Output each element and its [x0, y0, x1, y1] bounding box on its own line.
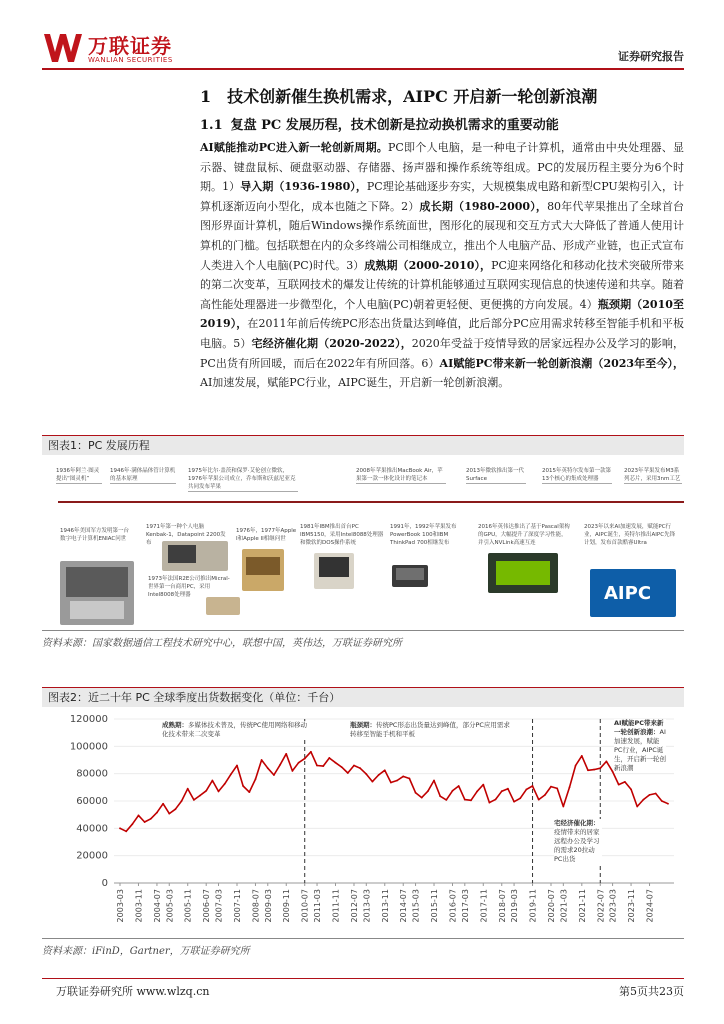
shipments-data-point — [532, 785, 534, 787]
shipments-data-point — [655, 793, 657, 795]
bottleneck-period-annotation-label: 瓶颈期： — [350, 721, 376, 729]
shipments-data-point — [273, 774, 275, 776]
mature-period-annotation-description: 多媒体技术普及，传统PC使用网络和移动化技术带来二次变革 — [162, 721, 307, 738]
shipments-data-point — [267, 767, 269, 769]
text-segment: 2020年受益于疫情导致的居家远程办公及学习的影响，PC出货有所回暖，而后在2022年有所回落。6） — [200, 336, 684, 370]
powerbook-photo — [392, 565, 428, 587]
x-tick-label: 2005-03 — [165, 889, 175, 923]
shipments-data-point — [458, 785, 460, 787]
shipments-data-point — [593, 769, 595, 771]
text-segment: PC理论基础逐步夯实，大规模集成电路和新型CPU架构引入，计算机逐渐迈向小型化，成本也随之下降。2） — [200, 180, 684, 213]
x-tick-label: 2010-07 — [300, 889, 310, 923]
shipments-data-point — [544, 794, 546, 796]
shipments-data-point — [587, 769, 589, 771]
shipments-data-point — [556, 788, 558, 790]
timeline-note: 2013年微软推出第一代Surface — [466, 468, 524, 482]
figure1-source: 资料来源：国家数据通信工程技术研究中心，联想中国，英伟达，万联证券研究所 — [42, 638, 402, 649]
shipments-data-point — [661, 800, 663, 802]
x-tick-label: 2015-11 — [430, 889, 440, 923]
shipments-data-point — [341, 766, 343, 768]
text-segment: 在2011年前后传统PC形态出货量达到峰值，此后部分PC应用需求转移至智能手机和平板电脑。5） — [200, 317, 684, 350]
shipments-data-point — [131, 823, 133, 825]
body-paragraph — [200, 138, 684, 393]
footer-site: 万联证券研究所 www.wlzq.cn — [56, 985, 210, 998]
shipments-data-point — [562, 806, 564, 808]
shipments-data-point — [525, 788, 527, 790]
timeline-note: 1976年，1977年Apple I和Apple II相继问世 — [236, 528, 297, 542]
x-tick-label: 2015-03 — [411, 889, 421, 923]
shipments-data-point — [501, 790, 503, 792]
x-tick-label: 2023-03 — [608, 889, 618, 923]
shipments-data-point — [507, 788, 509, 790]
footer-divider — [42, 978, 684, 979]
y-tick-label: 40000 — [76, 823, 108, 835]
ai-period-annotation — [614, 719, 666, 772]
shipments-data-point — [125, 830, 127, 832]
shipments-data-point — [433, 780, 435, 782]
shipments-data-point — [328, 757, 330, 759]
timeline-note: 1973年法国R2E公司推出Micral-世界第一台商用PC，采用Intel8008处理器 — [148, 576, 230, 598]
phase-label: 导入期（1936-1980）， — [240, 180, 367, 194]
timeline-note: 1946年·满体晶体管计算机的基本原理 — [110, 468, 176, 482]
stay-home-period-annotation-text — [554, 819, 602, 864]
shipments-data-point — [618, 784, 620, 786]
shipments-data-point — [427, 790, 429, 792]
shipments-data-point — [242, 785, 244, 787]
shipments-data-point — [378, 774, 380, 776]
shipments-data-point — [365, 773, 367, 775]
shipments-data-point — [402, 776, 404, 778]
wanlian-logo-icon — [42, 32, 84, 64]
timeline-note: 1946年美国军方发明第一台数字电子计算机ENIAC问世 — [60, 528, 129, 542]
shipments-data-point — [150, 818, 152, 820]
phase-label: 成长期（1980-2000）， — [419, 199, 548, 213]
apple-photo — [242, 549, 284, 591]
shipments-data-point — [439, 795, 441, 797]
shipments-data-point — [489, 802, 491, 804]
aipc-brand-label: AIPC — [604, 583, 652, 604]
phase-label: 宅经济催化期（2020-2022）， — [251, 336, 412, 350]
bottleneck-period-annotation-text — [350, 721, 510, 739]
x-tick-label: 2017-11 — [479, 889, 489, 923]
x-tick-label: 2004-07 — [152, 889, 162, 923]
shipments-data-point — [470, 799, 472, 801]
shipments-data-point — [482, 784, 484, 786]
shipments-data-point — [255, 778, 257, 780]
page-header — [42, 26, 684, 70]
phase-label: 成熟期（2000-2010）， — [364, 258, 492, 272]
shipments-data-point — [372, 781, 374, 783]
x-tick-label: 2019-11 — [528, 889, 538, 923]
shipments-data-point — [316, 765, 318, 767]
shipments-data-point — [476, 791, 478, 793]
timeline-note: 1975年比尔·盖茨和保罗·艾伦创立微软，1976年苹果公司成立，乔布斯和沃兹尼亚克共同发布苹果 — [188, 467, 298, 492]
x-tick-label: 2022-07 — [596, 889, 606, 923]
y-tick-label: 80000 — [76, 768, 108, 780]
x-tick-label: 2009-11 — [282, 889, 292, 923]
timeline-note: 1991年，1992年苹果发布PowerBook 100和IBM ThinkPad 700相继发布 — [390, 524, 457, 546]
ibm5150-photo — [314, 553, 354, 589]
mature-period-annotation-label: 成熟期： — [162, 721, 188, 729]
shipments-data-point — [279, 764, 281, 766]
y-tick-label: 60000 — [76, 796, 108, 807]
x-tick-label: 2013-11 — [380, 889, 390, 923]
datapoint-photo — [162, 541, 228, 571]
text-segment: AI加速发展，赋能PC行业，AIPC诞生，开启新一轮创新浪潮。 — [200, 376, 510, 390]
shipments-data-point — [187, 788, 189, 790]
shipments-data-point — [636, 806, 638, 808]
lead-sentence: AI赋能推动PC进入新一轮创新周期。 — [200, 141, 389, 154]
timeline-note: 2023年苹果发布M3系列芯片，采用3nm工艺 — [624, 468, 681, 482]
pc-shipments-line-chart — [42, 707, 684, 939]
x-tick-label: 2008-07 — [251, 889, 261, 923]
shipments-data-point — [581, 755, 583, 757]
shipments-data-point — [218, 791, 220, 793]
x-tick-label: 2006-07 — [202, 889, 212, 923]
x-tick-label: 2003-03 — [116, 889, 125, 923]
text-segment: PC迎来网络化和移动化技术突破所带来的第二次变革，互联网技术的爆发让传统的计算机能够通过互联网实现信息的快速传递和共享。随着高性能处理器进一步微型化，个人电脑(PC)朝着更轻便、更便携的方向发展。4） — [200, 258, 684, 311]
timeline-note: 2023年以来AI加速发展，赋能PC行业，AIPC诞生，英特尔推出AIPC先锋计划，发布首款酷睿Ultra — [584, 524, 676, 546]
bottleneck-period-annotation-description: 传统PC形态出货量达到峰值，部分PC应用需求转移至智能手机和平板 — [350, 721, 510, 738]
shipments-data-point — [630, 788, 632, 790]
section-number: 1 — [200, 87, 212, 106]
x-tick-label: 2011-03 — [313, 889, 323, 923]
pc-history-timeline — [42, 457, 684, 629]
x-tick-label: 2005-11 — [183, 889, 193, 923]
shipments-data-point — [538, 799, 540, 801]
shipments-data-point — [396, 780, 398, 782]
x-tick-label: 2007-11 — [232, 889, 242, 923]
shipments-data-point — [649, 794, 651, 796]
y-tick-label: 120000 — [69, 714, 108, 725]
ai-period-annotation-description: AI加速发展，赋能PC行业，AIPC诞生，开启新一轮创新浪潮 — [614, 728, 666, 772]
x-tick-label: 2011-11 — [331, 889, 341, 923]
shipments-data-point — [199, 795, 201, 797]
shipments-data-point — [230, 773, 232, 775]
shipments-data-point — [415, 792, 417, 794]
mature-period-annotation-text — [162, 721, 310, 739]
page-number: 第5页共23页 — [619, 985, 684, 998]
shipments-data-point — [575, 765, 577, 767]
stay-home-period-annotation-label: 宅经济催化期： — [554, 819, 600, 827]
shipments-data-point — [211, 780, 213, 782]
subsection-number: 1.1 — [200, 118, 223, 133]
phase-label: 瓶颈期（2010至2019）， — [200, 297, 684, 331]
shipments-data-point — [144, 821, 146, 823]
shipments-data-point — [667, 803, 669, 805]
x-tick-label: 2018-07 — [497, 889, 507, 923]
timeline-note: 1981年IBM推出首台PC IBM5150，采用Intel8088处理器和微软的DOS操作系统 — [300, 524, 384, 546]
shipments-data-point — [464, 799, 466, 801]
shipments-data-point — [224, 783, 226, 785]
stay-home-period-annotation-description: 疫情带来的居家远程办公及学习的需求20拉动PC出货 — [554, 828, 600, 863]
aipc-event-photo — [590, 569, 676, 617]
timeline-note: 1971年第一种个人电脑Kenbak-1，Datapoint 2200发布 — [146, 524, 226, 546]
mature-period-annotation — [162, 721, 310, 761]
shipments-data-point — [642, 799, 644, 801]
x-tick-label: 2009-03 — [263, 889, 273, 923]
x-tick-label: 2020-07 — [547, 889, 557, 923]
shipments-data-point — [421, 797, 423, 799]
text-segment: 80年代苹果推出了全球首台图形界面计算机，随后Windows操作系统面世，图形化的展现和交互方式大大降低了普通人使用计算机的门槛。包括联想在内的众多终端公司相继成立，推出个人电脑产品、形成产业链，也正式宣布人类进入个人电脑(PC)时代。3） — [200, 199, 684, 272]
header-divider — [42, 68, 684, 70]
shipments-data-point — [205, 790, 207, 792]
phase-label: AI赋能PC带来新一轮创新浪潮（2023年至今）， — [439, 356, 685, 370]
x-tick-label: 2014-07 — [399, 889, 409, 923]
x-tick-label: 2003-11 — [134, 889, 144, 923]
ai-period-annotation-label: AI赋能PC带来新一轮创新浪潮： — [614, 719, 664, 736]
micral-photo — [206, 597, 240, 615]
section-title: 技术创新催生换机需求，AIPC 开启新一轮创新浪潮 — [227, 87, 598, 106]
shipments-data-point — [310, 751, 312, 753]
shipments-data-point — [519, 797, 521, 799]
section-heading — [200, 84, 597, 107]
shipments-data-point — [445, 799, 447, 801]
shipments-data-point — [156, 812, 158, 814]
timeline-note: 1936年阿兰·图灵提出“图灵机” — [56, 467, 102, 484]
shipments-data-point — [181, 800, 183, 802]
shipments-data-point — [298, 762, 300, 764]
x-tick-label: 2021-03 — [559, 889, 569, 923]
shipments-data-point — [335, 762, 337, 764]
text-segment: PC即个人电脑，是一种电子计算机，通常由中央处理器、显示器、键盘鼠标、硬盘驱动器、存储器、扬声器和操作系统等组成。PC的发展历程主要分为6个时期。1） — [200, 141, 684, 194]
shipments-data-point — [162, 803, 164, 805]
shipments-data-point — [599, 767, 601, 769]
shipments-data-point — [168, 813, 170, 815]
shipments-data-point — [236, 765, 238, 767]
shipments-data-point — [606, 760, 608, 762]
timeline-axis — [58, 501, 684, 503]
shipments-data-point — [353, 765, 355, 767]
x-tick-label: 2019-03 — [510, 889, 520, 923]
shipments-data-point — [569, 786, 571, 788]
shipments-data-point — [408, 778, 410, 780]
figure1-title: 图表1：PC 发展历程 — [42, 435, 684, 455]
source-divider — [42, 938, 684, 939]
stay-home-period-annotation — [554, 819, 602, 863]
shipments-data-point — [292, 770, 294, 772]
subsection-heading — [200, 114, 559, 133]
shipments-data-point — [495, 798, 497, 800]
y-tick-label: 0 — [101, 878, 108, 889]
subsection-title: 复盘 PC 发展历程，技术创新是拉动换机需求的重要动能 — [230, 118, 559, 133]
source-divider — [42, 630, 684, 631]
x-tick-label: 2021-11 — [577, 889, 587, 923]
x-tick-label: 2013-03 — [362, 889, 372, 923]
y-tick-label: 20000 — [76, 850, 108, 862]
x-tick-label: 2016-07 — [448, 889, 458, 923]
shipments-data-point — [390, 782, 392, 784]
x-tick-label: 2024-07 — [645, 889, 655, 923]
shipments-data-point — [119, 827, 121, 829]
ai-period-annotation-text — [614, 719, 666, 773]
report-type-label: 证券研究报告 — [618, 50, 684, 63]
shipments-data-point — [193, 799, 195, 801]
shipments-data-point — [452, 790, 454, 792]
shipments-data-point — [384, 769, 386, 771]
timeline-note: 2016年英伟达推出了基于Pascal架构的GPU，大幅提升了深度学习性能，并引入NVLink高速互连 — [478, 524, 570, 546]
bottleneck-period-annotation — [350, 721, 510, 761]
shipments-data-point — [175, 808, 177, 810]
figure2-source: 资料来源：iFinD，Gartner，万联证券研究所 — [42, 946, 250, 957]
x-tick-label: 2023-11 — [627, 889, 637, 923]
shipments-data-point — [322, 765, 324, 767]
shipments-data-point — [138, 814, 140, 816]
logo-text: 万联证券 — [88, 34, 172, 58]
shipments-data-point — [248, 791, 250, 793]
x-tick-label: 2012-07 — [349, 889, 359, 923]
shipments-data-point — [513, 801, 515, 803]
timeline-note: 2015年英特尔发布第一款第13个核心的集成处理器 — [542, 468, 611, 482]
nvidia-gpu-photo — [488, 553, 558, 593]
y-tick-label: 100000 — [69, 741, 108, 753]
shipments-data-point — [550, 786, 552, 788]
shipments-data-point — [624, 781, 626, 783]
x-tick-label: 2017-03 — [460, 889, 470, 923]
logo-subtext: WANLIAN SECURITIES — [88, 56, 173, 64]
figure2-title: 图表2：近二十年 PC 全球季度出货数据变化（单位：千台） — [42, 687, 684, 707]
x-tick-label: 2007-03 — [214, 889, 224, 923]
shipments-data-point — [347, 772, 349, 774]
eniac-photo — [60, 561, 134, 625]
timeline-note: 2008年苹果推出MacBook Air，苹果第一款一体化设计的笔记本 — [356, 467, 446, 484]
shipments-data-point — [359, 767, 361, 769]
